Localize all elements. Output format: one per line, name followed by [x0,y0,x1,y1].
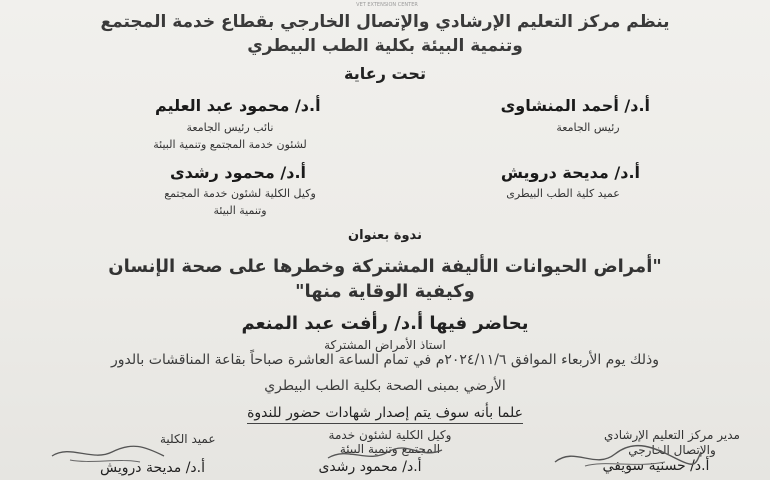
patron-vice-dean-role-2: وتنمية البيئة [213,204,267,217]
dean-handwritten-signature [40,440,170,466]
event-details-line-2: الأرضي بمبنى الصحة بكلية الطب البيطري [264,378,506,394]
patron-vice-president-role-2: لشئون خدمة المجتمع وتنمية البيئة [153,138,307,151]
lecturer-role: استاذ الأمراض المشتركة [324,338,446,352]
director-handwritten-signature [545,440,705,474]
event-details-line-1: وذلك يوم الأربعاء الموافق ٢٠٢٤/١١/٦م في تمام الساعة العاشرة صباحاً بقاعة المناقشات بالدور [111,352,659,368]
header-line-2: وتنمية البيئة بكلية الطب البيطري [247,36,523,56]
patron-vice-president-role-1: نائب رئيس الجامعة [186,121,274,134]
patronage-label: تحت رعاية [344,64,426,83]
patron-president-name: أ.د/ أحمد المنشاوى [500,96,650,115]
patron-vice-dean-role-1: وكيل الكلية لشئون خدمة المجتمع [164,187,316,200]
signature-director-name: أ.د/ حسنية سويفي [602,458,710,474]
symposium-label: ندوة بعنوان [348,228,422,243]
certificate-note [0,405,770,421]
patron-vice-dean-name: أ.د/ محمود رشدى [170,163,307,182]
header-line-1: ينظم مركز التعليم الإرشادي والإتصال الخارجي بقطاع خدمة المجتمع [100,12,670,32]
patron-dean-role: عميد كلية الطب البيطرى [506,187,620,200]
center-logo [352,0,422,8]
symposium-title-line-1: "أمراض الحيوانات الأليفة المشتركة وخطرها على صحة الإنسان [108,256,662,277]
symposium-title-line-2: وكيفية الوقاية منها" [295,281,475,302]
signature-vice-dean-title-1: وكيل الكلية لشئون خدمة [328,428,452,442]
signature-vice-dean-title-2: المجتمع وتنمية البيئة [339,442,441,456]
signature-dean-name: أ.د/ مديحة درويش [100,460,205,476]
signature-director-title-1: مدير مركز التعليم الإرشادي [604,428,740,442]
patron-dean-name: أ.د/ مديحة درويش [500,163,640,182]
vice-dean-handwritten-signature [320,440,450,468]
signature-vice-dean-name: أ.د/ محمود رشدى [318,459,422,475]
patron-vice-president-name: أ.د/ محمود عبد العليم [155,96,321,115]
lecturer-line: يحاضر فيها أ.د/ رأفت عبد المنعم [241,313,529,334]
signature-dean-title: عميد الكلية [160,432,216,446]
certificate-note-text: علما بأنه سوف يتم إصدار شهادات حضور للندوة [247,405,523,424]
logo-text: VET EXTENSION CENTER [356,2,418,8]
signature-director-title-2: والإتصال الخارجي [628,443,716,457]
patron-president-role: رئيس الجامعة [556,121,620,134]
